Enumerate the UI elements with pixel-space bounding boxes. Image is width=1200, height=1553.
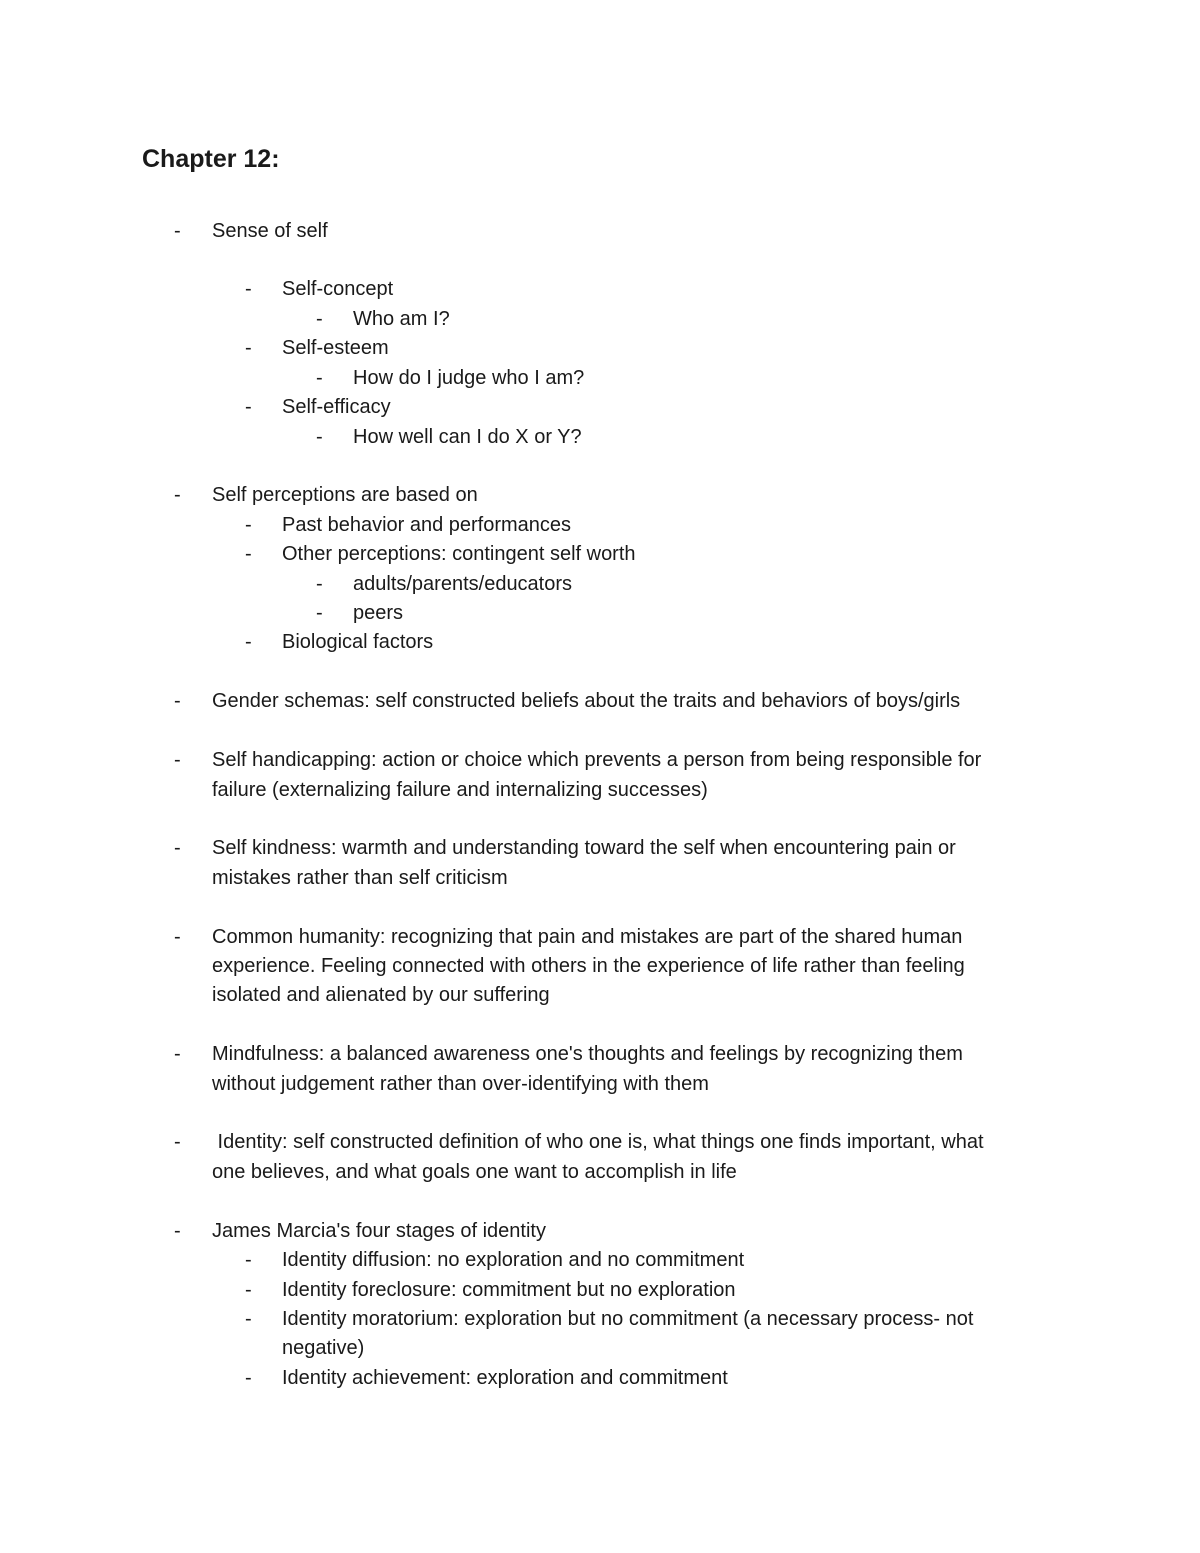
bullet-dash: - bbox=[245, 631, 252, 653]
bullet-dash: - bbox=[245, 514, 252, 536]
bullet-dash: - bbox=[245, 543, 252, 565]
bullet-dash: - bbox=[174, 1131, 181, 1153]
bullet-dash: - bbox=[245, 396, 252, 418]
bullet-dash: - bbox=[174, 484, 181, 506]
bullet-dash: - bbox=[316, 308, 323, 330]
list-item-text: How well can I do X or Y? bbox=[353, 426, 582, 448]
list-item-text: Self kindness: warmth and understanding toward the self when encountering pain or bbox=[212, 837, 956, 859]
bullet-dash: - bbox=[174, 749, 181, 771]
list-item-text: one believes, and what goals one want to accomplish in life bbox=[212, 1161, 737, 1183]
list-item-text: Self-esteem bbox=[282, 337, 389, 359]
list-item-text: failure (externalizing failure and internalizing successes) bbox=[212, 779, 708, 801]
list-item-text: Identity foreclosure: commitment but no exploration bbox=[282, 1279, 736, 1301]
list-item-text: Biological factors bbox=[282, 631, 434, 653]
bullet-dash: - bbox=[316, 426, 323, 448]
list-item-text: Self handicapping: action or choice which prevents a person from being responsible for bbox=[212, 749, 982, 771]
list-item-text: Sense of self bbox=[212, 220, 328, 242]
bullet-dash: - bbox=[316, 573, 323, 595]
list-item-text: Past behavior and performances bbox=[282, 514, 572, 536]
bullet-dash: - bbox=[316, 367, 323, 389]
bullet-dash: - bbox=[174, 1220, 181, 1242]
list-item-text: adults/parents/educators bbox=[353, 573, 573, 595]
list-item-text: Identity moratorium: exploration but no commitment (a necessary process- not bbox=[282, 1308, 974, 1330]
bullet-dash: - bbox=[245, 278, 252, 300]
list-item-text: peers bbox=[353, 602, 404, 624]
list-item-text: How do I judge who I am? bbox=[353, 367, 585, 389]
list-item-text: Self perceptions are based on bbox=[212, 484, 478, 506]
bullet-dash: - bbox=[245, 1367, 252, 1389]
list-item-text: Mindfulness: a balanced awareness one's thoughts and feelings by recognizing them bbox=[212, 1043, 963, 1065]
bullet-dash: - bbox=[174, 690, 181, 712]
list-item-text: Self-concept bbox=[282, 278, 394, 300]
bullet-dash: - bbox=[245, 1249, 252, 1271]
list-item-text: experience. Feeling connected with others in the experience of life rather than feeling bbox=[212, 955, 965, 977]
bullet-dash: - bbox=[174, 926, 181, 948]
list-item-text: James Marcia's four stages of identity bbox=[212, 1220, 546, 1242]
chapter-title: Chapter 12: bbox=[142, 145, 280, 173]
bullet-dash: - bbox=[245, 1279, 252, 1301]
list-item-text: Who am I? bbox=[353, 308, 450, 330]
list-item-text: Other perceptions: contingent self worth bbox=[282, 543, 636, 565]
bullet-dash: - bbox=[174, 1043, 181, 1065]
list-item-text: negative) bbox=[282, 1337, 365, 1359]
bullet-dash: - bbox=[245, 1308, 252, 1330]
list-item-text: without judgement rather than over-identifying with them bbox=[212, 1073, 709, 1095]
list-item-text: Gender schemas: self constructed beliefs about the traits and behaviors of boys/girls bbox=[212, 690, 961, 712]
bullet-dash: - bbox=[174, 220, 181, 242]
list-item-text: Identity achievement: exploration and commitment bbox=[282, 1367, 728, 1389]
list-item-text: Identity: self constructed definition of who one is, what things one finds important, what bbox=[212, 1131, 984, 1153]
list-item-text: Common humanity: recognizing that pain and mistakes are part of the shared human bbox=[212, 926, 963, 948]
bullet-dash: - bbox=[174, 837, 181, 859]
list-item-text: mistakes rather than self criticism bbox=[212, 867, 508, 889]
list-item-text: isolated and alienated by our suffering bbox=[212, 984, 550, 1006]
list-item-text: Self-efficacy bbox=[282, 396, 391, 418]
list-item-text: Identity diffusion: no exploration and no commitment bbox=[282, 1249, 745, 1271]
bullet-dash: - bbox=[316, 602, 323, 624]
bullet-dash: - bbox=[245, 337, 252, 359]
